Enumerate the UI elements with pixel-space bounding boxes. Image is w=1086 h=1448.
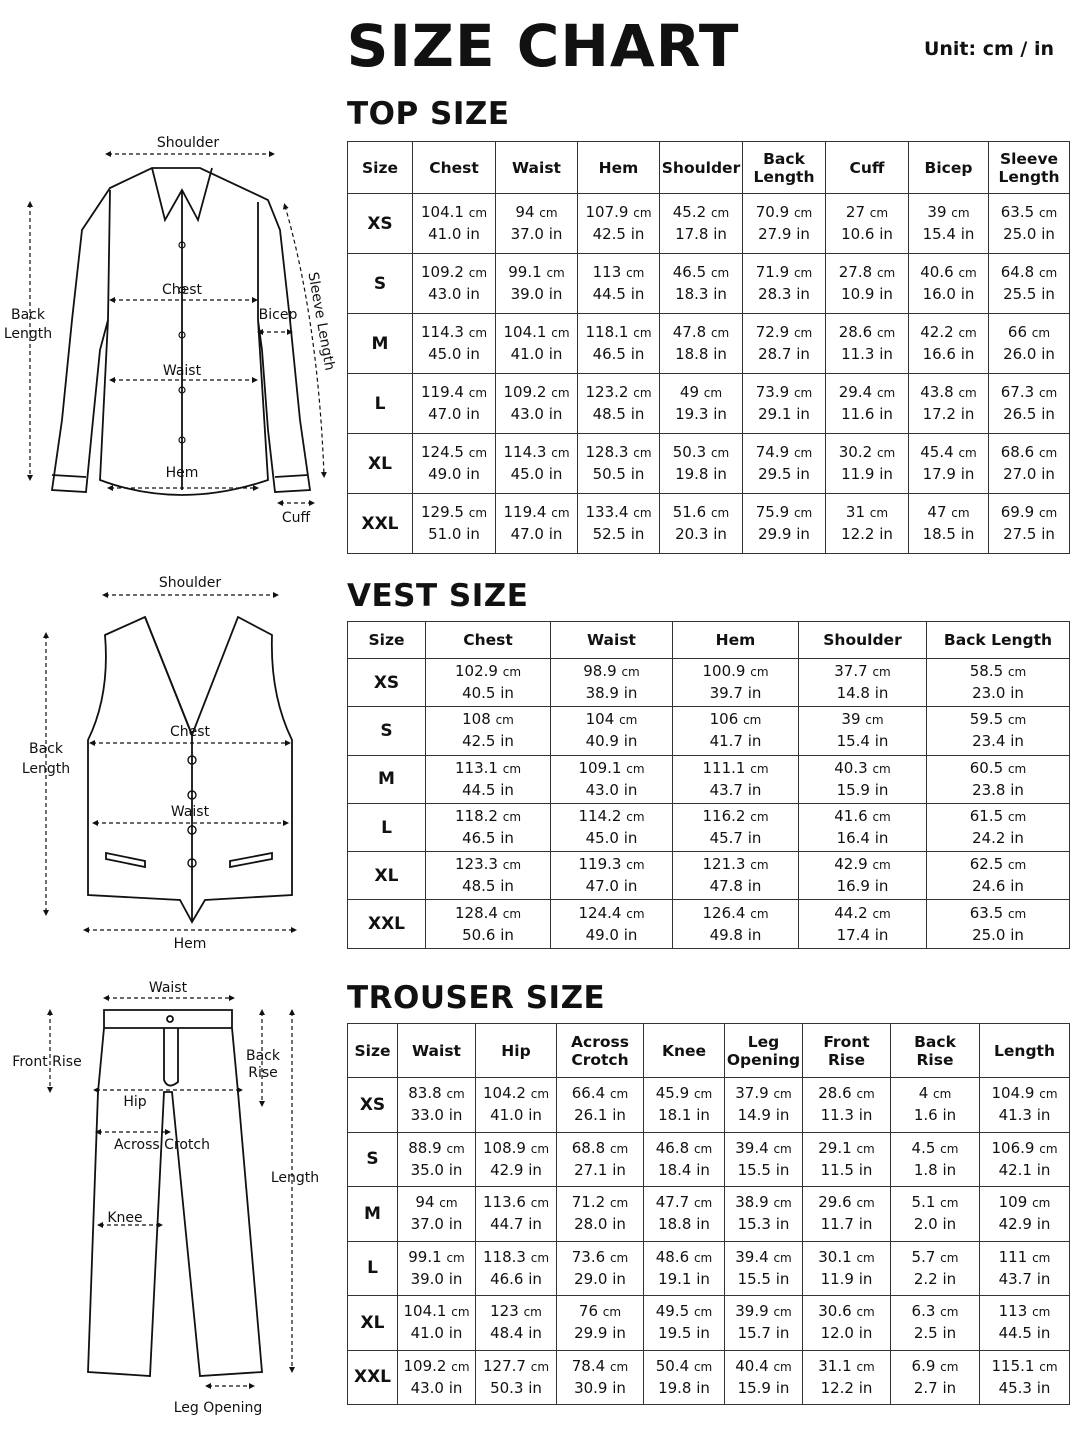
table-row — [348, 1078, 1070, 1133]
measurement-cell: 67.3 cm 26.5 in — [989, 374, 1070, 434]
table-row — [348, 374, 1070, 434]
measurement-cell: 109.1 cm 43.0 in — [551, 755, 673, 803]
measurement-cell: 109 cm 42.9 in — [980, 1187, 1070, 1242]
measurement-cell: 38.9 cm 15.3 in — [725, 1187, 803, 1242]
measurement-cell: 37.7 cm 14.8 in — [799, 659, 927, 707]
measurement-cell: 114.2 cm 45.0 in — [551, 803, 673, 851]
measurement-cell: 127.7 cm 50.3 in — [476, 1350, 557, 1405]
table-row — [348, 494, 1070, 554]
table-row — [348, 1187, 1070, 1242]
measurement-cell: 50.3 cm 19.8 in — [660, 434, 743, 494]
measurement-cell: 78.4 cm 30.9 in — [557, 1350, 644, 1405]
column-header: Cuff — [826, 142, 909, 194]
measurement-cell: 42.2 cm 16.6 in — [909, 314, 989, 374]
measurement-cell: 49 cm 19.3 in — [660, 374, 743, 434]
shirt-waist-label: Waist — [162, 363, 202, 379]
measurement-cell: 109.2 cm 43.0 in — [413, 254, 496, 314]
measurement-cell: 104.1 cm 41.0 in — [496, 314, 578, 374]
measurement-cell: 70.9 cm 27.9 in — [743, 194, 826, 254]
measurement-cell: 99.1 cm 39.0 in — [398, 1241, 476, 1296]
measurement-cell: 46.5 cm 18.3 in — [660, 254, 743, 314]
measurement-cell: 41.6 cm 16.4 in — [799, 803, 927, 851]
measurement-cell: 30.1 cm 11.9 in — [803, 1241, 891, 1296]
size-cell: XL — [348, 1296, 398, 1351]
vest-back-length-label-2: Length — [21, 761, 71, 777]
table-row — [348, 659, 1070, 707]
measurement-cell: 43.8 cm 17.2 in — [909, 374, 989, 434]
measurement-cell: 31 cm 12.2 in — [826, 494, 909, 554]
measurement-cell: 94 cm 37.0 in — [398, 1187, 476, 1242]
table-row — [348, 803, 1070, 851]
measurement-cell: 39 cm 15.4 in — [799, 707, 927, 755]
vest-size-table — [347, 621, 1070, 949]
measurement-cell: 27.8 cm 10.9 in — [826, 254, 909, 314]
vest-outline — [88, 617, 292, 922]
measurement-cell: 40.6 cm 16.0 in — [909, 254, 989, 314]
column-header: Back Length — [743, 142, 826, 194]
measurement-cell: 5.1 cm 2.0 in — [891, 1187, 980, 1242]
measurement-cell: 124.4 cm 49.0 in — [551, 900, 673, 948]
size-cell: L — [348, 374, 413, 434]
measurement-cell: 121.3 cm 47.8 in — [673, 852, 799, 900]
size-cell: M — [348, 1187, 398, 1242]
vest-chest-label: Chest — [169, 724, 211, 740]
table-row — [348, 1296, 1070, 1351]
measurement-cell: 45.4 cm 17.9 in — [909, 434, 989, 494]
measurement-cell: 83.8 cm 33.0 in — [398, 1078, 476, 1133]
measurement-cell: 60.5 cm 23.8 in — [927, 755, 1070, 803]
measurement-cell: 100.9 cm 39.7 in — [673, 659, 799, 707]
measurement-cell: 6.9 cm 2.7 in — [891, 1350, 980, 1405]
measurement-cell: 37.9 cm 14.9 in — [725, 1078, 803, 1133]
table-row — [348, 314, 1070, 374]
trouser-size-title: TROUSER SIZE — [347, 980, 606, 1016]
top-size-title: TOP SIZE — [347, 96, 510, 132]
table-row — [348, 755, 1070, 803]
column-header: Hem — [673, 622, 799, 659]
measurement-cell: 94 cm 37.0 in — [496, 194, 578, 254]
measurement-cell: 40.3 cm 15.9 in — [799, 755, 927, 803]
measurement-cell: 30.6 cm 12.0 in — [803, 1296, 891, 1351]
size-cell: M — [348, 755, 426, 803]
measurement-cell: 40.4 cm 15.9 in — [725, 1350, 803, 1405]
table-row — [348, 434, 1070, 494]
measurement-cell: 113.1 cm 44.5 in — [426, 755, 551, 803]
shirt-bicep-label: Bicep — [258, 307, 298, 323]
measurement-cell: 27 cm 10.6 in — [826, 194, 909, 254]
measurement-cell: 39.9 cm 15.7 in — [725, 1296, 803, 1351]
vest-waist-label: Waist — [170, 804, 210, 820]
measurement-cell: 129.5 cm 51.0 in — [413, 494, 496, 554]
vest-hem-label: Hem — [173, 936, 207, 952]
measurement-cell: 104 cm 40.9 in — [551, 707, 673, 755]
column-header: Waist — [551, 622, 673, 659]
size-cell: L — [348, 803, 426, 851]
shirt-hem-label: Hem — [165, 465, 199, 481]
measurement-cell: 5.7 cm 2.2 in — [891, 1241, 980, 1296]
column-header: Shoulder — [799, 622, 927, 659]
size-cell: S — [348, 254, 413, 314]
vest-diagram — [0, 565, 345, 969]
measurement-cell: 104.1 cm 41.0 in — [398, 1296, 476, 1351]
measurement-cell: 72.9 cm 28.7 in — [743, 314, 826, 374]
measurement-cell: 124.5 cm 49.0 in — [413, 434, 496, 494]
measurement-cell: 51.6 cm 20.3 in — [660, 494, 743, 554]
measurement-cell: 119.3 cm 47.0 in — [551, 852, 673, 900]
column-header: Size — [348, 142, 413, 194]
measurement-cell: 47 cm 18.5 in — [909, 494, 989, 554]
size-cell: L — [348, 1241, 398, 1296]
table-row — [348, 194, 1070, 254]
table-row — [348, 707, 1070, 755]
column-header: Shoulder — [660, 142, 743, 194]
measurement-cell: 106.9 cm 42.1 in — [980, 1132, 1070, 1187]
trouser-length-label: Length — [270, 1170, 320, 1186]
measurement-cell: 47.7 cm 18.8 in — [644, 1187, 725, 1242]
measurement-cell: 47.8 cm 18.8 in — [660, 314, 743, 374]
trouser-across-crotch-label: Across Crotch — [114, 1137, 210, 1153]
measurement-cell: 119.4 cm 47.0 in — [496, 494, 578, 554]
measurement-cell: 29.6 cm 11.7 in — [803, 1187, 891, 1242]
size-cell: XXL — [348, 900, 426, 948]
measurement-cell: 45.2 cm 17.8 in — [660, 194, 743, 254]
measurement-cell: 88.9 cm 35.0 in — [398, 1132, 476, 1187]
table-row — [348, 1132, 1070, 1187]
column-header: Knee — [644, 1024, 725, 1078]
measurement-cell: 68.8 cm 27.1 in — [557, 1132, 644, 1187]
measurement-cell: 71.2 cm 28.0 in — [557, 1187, 644, 1242]
measurement-cell: 111 cm 43.7 in — [980, 1241, 1070, 1296]
measurement-cell: 29.1 cm 11.5 in — [803, 1132, 891, 1187]
size-cell: XL — [348, 852, 426, 900]
shirt-chest-label: Chest — [161, 282, 203, 298]
shirt-sleeve-length-label: Sleeve Length — [304, 270, 338, 372]
column-header: Front Rise — [803, 1024, 891, 1078]
size-cell: XL — [348, 434, 413, 494]
measurement-cell: 128.3 cm 50.5 in — [578, 434, 660, 494]
shirt-back-length-label-2: Length — [3, 326, 53, 342]
shirt-diagram — [0, 120, 345, 544]
trouser-waist-label: Waist — [148, 980, 188, 996]
measurement-cell: 48.6 cm 19.1 in — [644, 1241, 725, 1296]
measurement-cell: 116.2 cm 45.7 in — [673, 803, 799, 851]
measurement-cell: 118.3 cm 46.6 in — [476, 1241, 557, 1296]
measurement-cell: 126.4 cm 49.8 in — [673, 900, 799, 948]
trouser-back-rise-label-1: Back — [246, 1048, 280, 1064]
measurement-cell: 30.2 cm 11.9 in — [826, 434, 909, 494]
measurement-cell: 119.4 cm 47.0 in — [413, 374, 496, 434]
measurement-cell: 109.2 cm 43.0 in — [496, 374, 578, 434]
measurement-cell: 104.2 cm 41.0 in — [476, 1078, 557, 1133]
measurement-cell: 111.1 cm 43.7 in — [673, 755, 799, 803]
vest-shoulder-label: Shoulder — [158, 575, 222, 591]
trouser-diagram — [0, 972, 345, 1426]
measurement-cell: 63.5 cm 25.0 in — [927, 900, 1070, 948]
measurement-cell: 50.4 cm 19.8 in — [644, 1350, 725, 1405]
size-cell: S — [348, 1132, 398, 1187]
measurement-cell: 62.5 cm 24.6 in — [927, 852, 1070, 900]
column-header: Bicep — [909, 142, 989, 194]
measurement-cell: 102.9 cm 40.5 in — [426, 659, 551, 707]
measurement-cell: 64.8 cm 25.5 in — [989, 254, 1070, 314]
measurement-cell: 104.1 cm 41.0 in — [413, 194, 496, 254]
column-header: Sleeve Length — [989, 142, 1070, 194]
column-header: Leg Opening — [725, 1024, 803, 1078]
measurement-cell: 66 cm 26.0 in — [989, 314, 1070, 374]
trouser-size-table — [347, 1023, 1070, 1405]
shirt-back-length-label-1: Back — [11, 307, 45, 323]
shirt-shoulder-label: Shoulder — [156, 135, 220, 151]
size-cell: M — [348, 314, 413, 374]
table-row — [348, 900, 1070, 948]
table-row — [348, 1350, 1070, 1405]
column-header: Back Length — [927, 622, 1070, 659]
measurement-cell: 118.2 cm 46.5 in — [426, 803, 551, 851]
table-header-row — [348, 1024, 1070, 1078]
measurement-cell: 113 cm 44.5 in — [578, 254, 660, 314]
measurement-cell: 73.6 cm 29.0 in — [557, 1241, 644, 1296]
measurement-cell: 39.4 cm 15.5 in — [725, 1241, 803, 1296]
page-title: SIZE CHART — [346, 12, 740, 80]
measurement-cell: 31.1 cm 12.2 in — [803, 1350, 891, 1405]
column-header: Length — [980, 1024, 1070, 1078]
unit-label: Unit: cm / in — [923, 38, 1054, 60]
measurement-cell: 61.5 cm 24.2 in — [927, 803, 1070, 851]
measurement-cell: 4 cm 1.6 in — [891, 1078, 980, 1133]
measurement-cell: 28.6 cm 11.3 in — [826, 314, 909, 374]
measurement-cell: 49.5 cm 19.5 in — [644, 1296, 725, 1351]
measurement-cell: 28.6 cm 11.3 in — [803, 1078, 891, 1133]
column-header: Hem — [578, 142, 660, 194]
column-header: Across Crotch — [557, 1024, 644, 1078]
measurement-cell: 42.9 cm 16.9 in — [799, 852, 927, 900]
measurement-cell: 68.6 cm 27.0 in — [989, 434, 1070, 494]
measurement-cell: 133.4 cm 52.5 in — [578, 494, 660, 554]
measurement-cell: 99.1 cm 39.0 in — [496, 254, 578, 314]
measurement-cell: 128.4 cm 50.6 in — [426, 900, 551, 948]
trouser-hip-label: Hip — [123, 1094, 147, 1110]
measurement-cell: 71.9 cm 28.3 in — [743, 254, 826, 314]
measurement-cell: 29.4 cm 11.6 in — [826, 374, 909, 434]
trouser-back-rise-label-2: Rise — [248, 1065, 278, 1081]
measurement-cell: 58.5 cm 23.0 in — [927, 659, 1070, 707]
trouser-knee-label: Knee — [107, 1210, 143, 1226]
measurement-cell: 113 cm 44.5 in — [980, 1296, 1070, 1351]
column-header: Waist — [398, 1024, 476, 1078]
measurement-cell: 75.9 cm 29.9 in — [743, 494, 826, 554]
measurement-cell: 39 cm 15.4 in — [909, 194, 989, 254]
column-header: Size — [348, 622, 426, 659]
measurement-cell: 59.5 cm 23.4 in — [927, 707, 1070, 755]
measurement-cell: 109.2 cm 43.0 in — [398, 1350, 476, 1405]
measurement-cell: 98.9 cm 38.9 in — [551, 659, 673, 707]
table-row — [348, 852, 1070, 900]
size-cell: XS — [348, 659, 426, 707]
measurement-cell: 115.1 cm 45.3 in — [980, 1350, 1070, 1405]
measurement-cell: 118.1 cm 46.5 in — [578, 314, 660, 374]
measurement-cell: 74.9 cm 29.5 in — [743, 434, 826, 494]
table-row — [348, 1241, 1070, 1296]
size-cell: XXL — [348, 1350, 398, 1405]
trouser-front-rise-label: Front Rise — [12, 1054, 82, 1070]
column-header: Size — [348, 1024, 398, 1078]
top-size-table — [347, 141, 1070, 554]
measurement-cell: 114.3 cm 45.0 in — [413, 314, 496, 374]
column-header: Back Rise — [891, 1024, 980, 1078]
table-header-row — [348, 142, 1070, 194]
size-cell: S — [348, 707, 426, 755]
measurement-cell: 46.8 cm 18.4 in — [644, 1132, 725, 1187]
measurement-cell: 73.9 cm 29.1 in — [743, 374, 826, 434]
measurement-cell: 66.4 cm 26.1 in — [557, 1078, 644, 1133]
measurement-cell: 108.9 cm 42.9 in — [476, 1132, 557, 1187]
measurement-cell: 4.5 cm 1.8 in — [891, 1132, 980, 1187]
trouser-outline — [88, 1010, 262, 1376]
table-row — [348, 254, 1070, 314]
measurement-cell: 39.4 cm 15.5 in — [725, 1132, 803, 1187]
column-header: Hip — [476, 1024, 557, 1078]
vest-size-title: VEST SIZE — [347, 578, 529, 614]
measurement-cell: 76 cm 29.9 in — [557, 1296, 644, 1351]
measurement-cell: 69.9 cm 27.5 in — [989, 494, 1070, 554]
size-cell: XS — [348, 194, 413, 254]
trouser-leg-opening-label: Leg Opening — [173, 1400, 263, 1416]
shirt-outline — [52, 168, 310, 495]
measurement-cell: 106 cm 41.7 in — [673, 707, 799, 755]
measurement-cell: 107.9 cm 42.5 in — [578, 194, 660, 254]
table-header-row — [348, 622, 1070, 659]
measurement-cell: 63.5 cm 25.0 in — [989, 194, 1070, 254]
measurement-cell: 45.9 cm 18.1 in — [644, 1078, 725, 1133]
measurement-cell: 123.3 cm 48.5 in — [426, 852, 551, 900]
measurement-cell: 113.6 cm 44.7 in — [476, 1187, 557, 1242]
vest-back-length-label-1: Back — [29, 741, 63, 757]
shirt-cuff-label: Cuff — [281, 510, 311, 526]
size-cell: XXL — [348, 494, 413, 554]
column-header: Chest — [426, 622, 551, 659]
size-cell: XS — [348, 1078, 398, 1133]
measurement-cell: 123.2 cm 48.5 in — [578, 374, 660, 434]
measurement-cell: 44.2 cm 17.4 in — [799, 900, 927, 948]
measurement-cell: 104.9 cm 41.3 in — [980, 1078, 1070, 1133]
column-header: Chest — [413, 142, 496, 194]
measurement-cell: 114.3 cm 45.0 in — [496, 434, 578, 494]
measurement-cell: 108 cm 42.5 in — [426, 707, 551, 755]
measurement-cell: 6.3 cm 2.5 in — [891, 1296, 980, 1351]
measurement-cell: 123 cm 48.4 in — [476, 1296, 557, 1351]
column-header: Waist — [496, 142, 578, 194]
